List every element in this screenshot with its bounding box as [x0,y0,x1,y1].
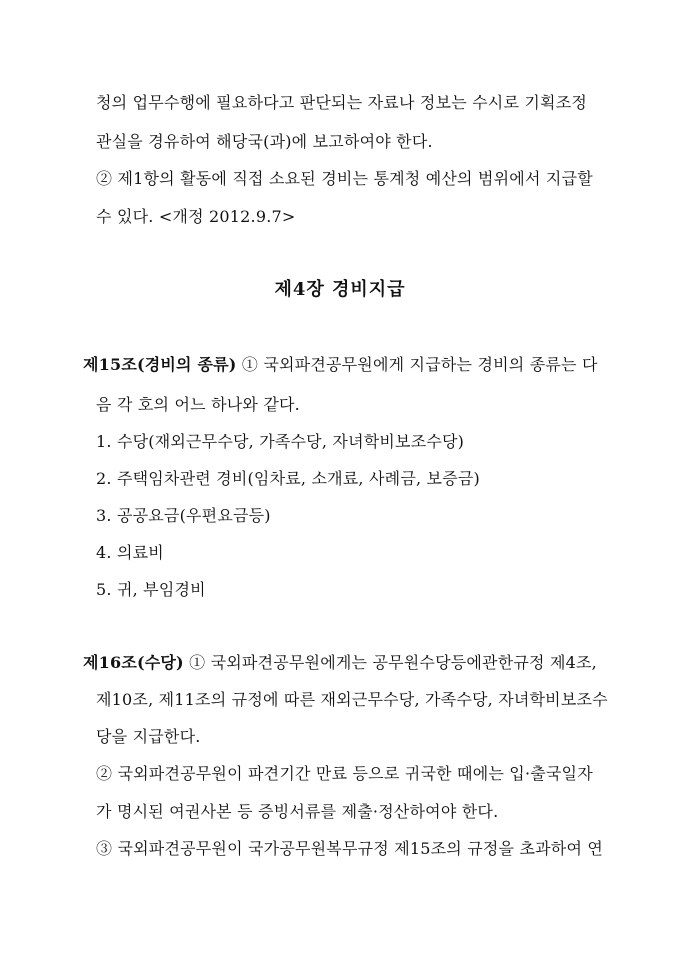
article16-line1-text: ① 국외파견공무원에게는 공무원수당등에관한규정 제4조, [183,653,597,672]
article15-line-2: 음 각 호의 어느 하나와 같다. [96,395,300,414]
intro-line-1: 청의 업무수행에 필요하다고 판단되는 자료나 정보는 수시로 기획조정 [96,93,588,112]
intro-line-2: 관실을 경유하여 해당국(과)에 보고하여야 한다. [96,132,433,151]
intro-para2-line-2: 수 있다. <개정 2012.9.7> [96,207,296,226]
article16-line-2: 제10조, 제11조의 규정에 따른 재외근무수당, 가족수당, 자녀학비보조수 [96,690,608,709]
article15-item-3: 3. 공공요금(우편요금등) [96,506,271,525]
article16-para2-line-2: 가 명시된 여권사본 등 증빙서류를 제출·정산하여야 한다. [96,802,499,821]
article15-item-4: 4. 의료비 [96,543,164,562]
intro-para2-line-1: ② 제1항의 활동에 직접 소요된 경비는 통계청 예산의 범위에서 지급할 [96,169,593,188]
article16-line-3: 당을 지급한다. [96,727,201,746]
article15-first-line [83,352,598,375]
chapter-title: 제4장 경비지급 [274,279,406,300]
article16-heading: 제16조(수당) [83,653,184,672]
article15-item-5: 5. 귀, 부임경비 [96,580,206,599]
article16-para3-line-1: ③ 국외파견공무원이 국가공무원복무규정 제15조의 규정을 초과하여 연 [96,839,604,858]
article15-line1-text: ① 국외파견공무원에게 지급하는 경비의 종류는 다 [236,355,598,374]
article15-item-2: 2. 주택임차관련 경비(임차료, 소개료, 사례금, 보증금) [96,469,480,488]
article15-heading: 제15조(경비의 종류) [83,355,237,374]
article16-para2-line-1: ② 국외파견공무원이 파견기간 만료 등으로 귀국한 때에는 입·출국일자 [96,764,593,783]
article15-item-1: 1. 수당(재외근무수당, 가족수당, 자녀학비보조수당) [96,432,465,451]
article16-first-line [83,650,597,673]
